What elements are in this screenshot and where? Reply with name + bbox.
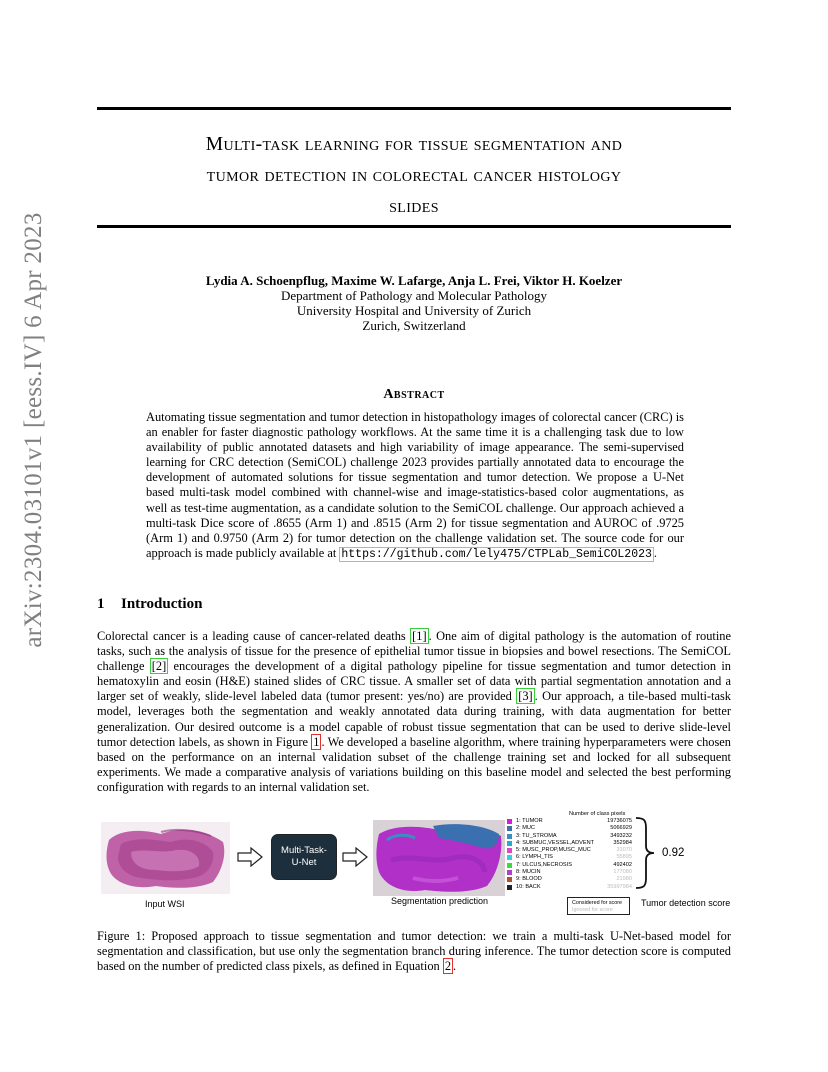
key-ignored: Ignored for score — [572, 907, 613, 913]
legend-row — [507, 876, 632, 883]
title-line-3: slides — [389, 196, 439, 217]
legend-swatch — [507, 885, 512, 890]
title-line-1: Multi-task learning for tissue segmentation and — [205, 134, 623, 155]
intro-text: Colorectal cancer is a leading cause of cancer-related deaths — [97, 629, 411, 643]
intro-text: . Our approach, a tile-based multi-task model, leverages both the segmentation and weakly annotated data during training, with data augmentation for better generalization. Our desired outcome is a model capable of robust tissue segmentation that can be used to derive slide-level tumor detection labels, as shown in Figure — [97, 689, 732, 749]
arrow-right-icon — [237, 847, 263, 867]
legend-row — [507, 818, 632, 825]
legend-class-label: 9: BLOOD — [516, 876, 542, 883]
legend-pixel-count: 19736075 — [607, 818, 632, 824]
input-wsi-image — [101, 822, 230, 894]
legend-row — [507, 862, 632, 869]
label-input-wsi: Input WSI — [145, 899, 185, 909]
legend-class-label: 4: SUBMUC,VESSEL,ADVENT — [516, 839, 595, 846]
legend-swatch — [507, 877, 512, 882]
legend-row — [507, 869, 632, 876]
arrow-right-icon — [342, 847, 368, 867]
legend-row — [507, 847, 632, 854]
legend-pixel-count: 21980 — [616, 876, 632, 883]
author-names: Lydia A. Schoenpflug, Maxime W. Lafarge, Anja L. Frei, Viktor H. Koelzer — [205, 273, 623, 288]
affiliation-line: Department of Pathology and Molecular Pathology — [280, 288, 548, 303]
label-segmentation: Segmentation prediction — [391, 896, 489, 906]
section-number: 1 — [97, 596, 105, 612]
affiliation-line: University Hospital and University of Zurich — [296, 303, 532, 318]
legend-row — [507, 833, 632, 840]
legend-class-label: 10: BACK — [516, 883, 541, 890]
code-link[interactable]: https://github.com/lely475/CTPLab_SemiCOL2023 — [341, 547, 652, 561]
legend-swatch — [507, 848, 512, 853]
author-block — [97, 273, 731, 333]
intro-text: . We developed a baseline algorithm, where training hyperparameters were chosen based on the performance on an internal validation subset of the challenge training set and locked for all subsequent experiments. We made a comparative analysis of variations building on this baseline model and selected the best performing configuration with regards to an internal validation set. — [97, 734, 731, 794]
affiliation-line: Zurich, Switzerland — [362, 318, 466, 333]
multitask-unet-box — [271, 834, 337, 880]
caption-text: . — [453, 959, 457, 974]
title-rule-top — [97, 107, 731, 110]
class-legend — [507, 818, 632, 891]
equation-ref-link[interactable]: 2 — [444, 959, 452, 974]
legend-pixel-count: 31070 — [616, 847, 632, 854]
intro-text: encourages the development of a digital pathology pipeline for tissue segmentation and tumor detection in hematoxylin and eosin (H&E) stained slides of CRC tissue. A smaller set of data with partial segmentation annotation and a larger set of weakly, slide-level labeled data (tumor present: yes/no) are provided — [97, 659, 731, 704]
key-considered: Considered for score — [572, 900, 623, 906]
citation-link[interactable]: [1] — [412, 629, 427, 643]
figure-ref-link[interactable]: 1 — [313, 734, 320, 749]
legend-class-label: 1: TUMOR — [516, 818, 543, 824]
legend-pixel-count: 55895 — [616, 854, 632, 861]
legend-class-label: 2: MUC — [516, 825, 535, 832]
section-title: Introduction — [121, 596, 203, 612]
legend-row — [507, 854, 632, 861]
label-tumor-score: Tumor detection score — [641, 898, 731, 908]
legend-class-label: 5: MUSC_PROP,MUSC_MUC — [516, 847, 591, 854]
legend-swatch — [507, 826, 512, 831]
legend-row — [507, 884, 632, 891]
legend-pixel-count: 35997984 — [607, 883, 632, 890]
legend-class-label: 7: ULCUS,NECROSIS — [516, 861, 572, 868]
abstract-heading: Abstract — [383, 387, 445, 402]
legend-row — [507, 840, 632, 847]
figure-caption — [97, 929, 731, 974]
citation-link[interactable]: [2] — [151, 659, 167, 674]
legend-class-label: 8: MUCIN — [516, 869, 541, 876]
paper-title — [97, 129, 731, 222]
tumor-score-value: 0.92 — [662, 847, 685, 859]
legend-pixel-count: 177080 — [613, 869, 632, 876]
brace-icon — [634, 816, 656, 890]
legend-class-label: 6: LYMPH_TIS — [516, 854, 553, 861]
legend-pixel-count: 352984 — [613, 839, 632, 846]
legend-pixel-count: 5066929 — [610, 825, 632, 832]
legend-class-label: 3: TU_STROMA — [516, 832, 557, 839]
unet-label-line-1: Multi-Task- — [281, 845, 327, 856]
legend-swatch — [507, 855, 512, 860]
section-heading — [97, 596, 202, 613]
title-rule-bottom — [97, 225, 731, 228]
score-key-box — [567, 897, 630, 915]
arxiv-stamp: arXiv:2304.03101v1 [eess.IV] 6 Apr 2023 — [20, 212, 47, 648]
abstract-text: Automating tissue segmentation and tumor detection in histopathology images of colorectal cancer (CRC) is an enabler for faster diagnostic pathology workflows. At the same time it is a challenging task due to low availability of public annotated datasets and high variability of image appearance. The semi-supervised learning for CRC detection (SemiCOL) challenge 2023 provides partially annotated data to encourage the development of automated solutions for tissue segmentation and tumor detection. We propose a U-Net based multi-task model combined with channel-wise and image-statistics-based color augmentations, as well as test-time augmentation, as a candidate solution to the SemiCOL challenge. Our approach achieved a multi-task Dice score of .8655 (Arm 1) and .8515 (Arm 2) for tissue segmentation and AUROC of .9725 (Arm 1) and 0.9750 (Arm 2) for tumor detection on the challenge validation set. The source code for our approach is made publicly available at — [146, 410, 684, 560]
unet-label-line-2: U-Net — [291, 857, 317, 868]
legend-pixel-count: 492402 — [613, 861, 632, 868]
title-line-2: tumor detection in colorectal cancer histology — [206, 165, 622, 186]
segmentation-prediction-image — [373, 820, 505, 896]
legend-pixel-count: 3493232 — [610, 832, 632, 839]
legend-row — [507, 825, 632, 832]
abstract-end: . — [653, 545, 658, 560]
citation-link[interactable]: [3] — [518, 689, 533, 704]
legend-swatch — [507, 841, 512, 846]
legend-swatch — [507, 870, 512, 875]
legend-swatch — [507, 863, 512, 868]
legend-swatch — [507, 834, 512, 839]
caption-text: Figure 1: Proposed approach to tissue segmentation and tumor detection: we train a multi-task U-Net-based model for segmentation and classification, but use only the segmentation branch during inference. The tumor detection score is computed based on the number of predicted class pixels, as defined in Equation — [97, 929, 731, 974]
intro-text: . One aim of digital pathology is the automation of routine tasks, such as the analysis of tissue for the presence of epithelial tumor tissue in biopsies and bowel resections. The SemiCOL challenge — [97, 629, 731, 674]
intro-paragraph — [97, 629, 731, 795]
legend-swatch — [507, 819, 512, 824]
abstract-body — [146, 410, 684, 562]
pixel-count-header: Number of class pixels — [569, 811, 626, 817]
